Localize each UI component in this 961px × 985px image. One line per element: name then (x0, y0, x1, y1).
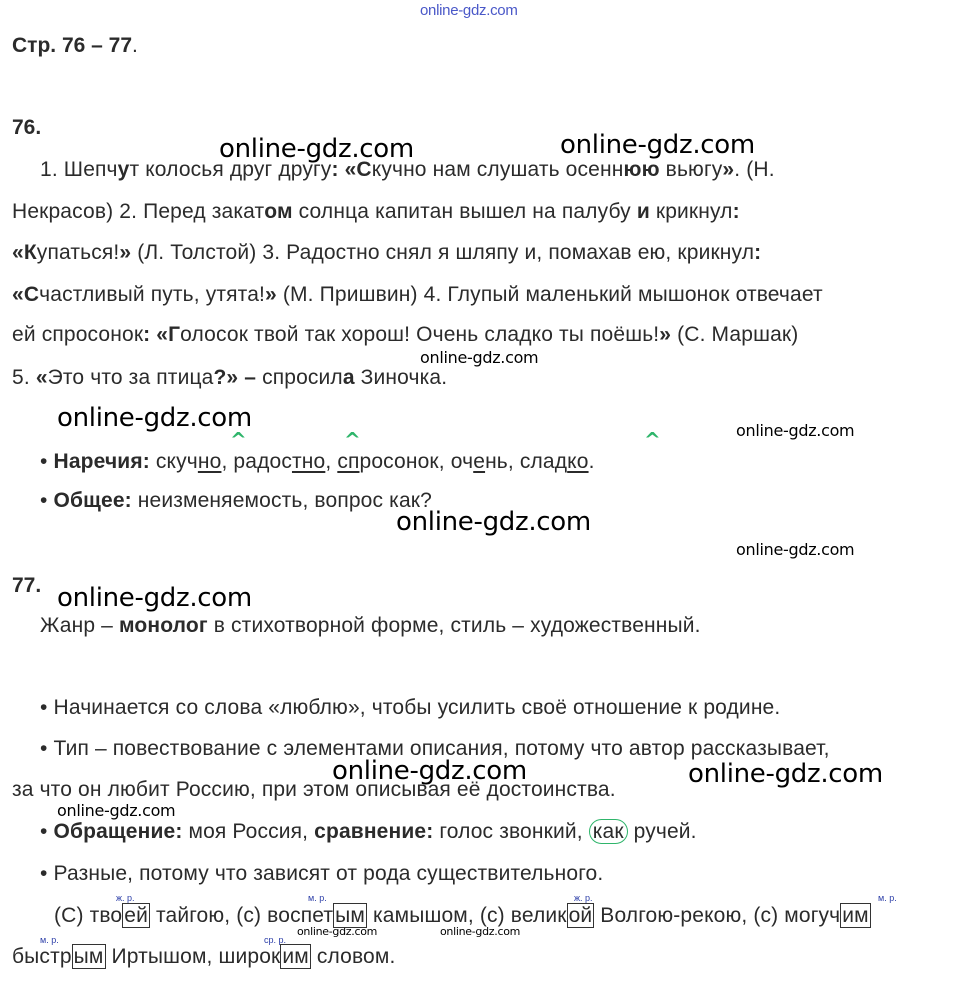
bullet-type: • Тип – повествование с элементами описания, потому что автор рассказывает, (40, 737, 830, 760)
poem-line-1: (С) твоей тайгою, (с) воспетым камышом, (с) великой Волгою-рекою, (с) могучим (54, 904, 869, 927)
gender-label: м. р. (308, 893, 327, 903)
watermark: online-gdz.com (57, 801, 176, 820)
suffix-mark-icon: ^ (644, 428, 661, 452)
bullet-start-word: • Начинается со слова «люблю», чтобы усилить своё отношение к родине. (40, 696, 781, 719)
bullet-address: • Обращение: моя Россия, сравнение: голос звонкий, как ручей. (40, 820, 697, 843)
bullet-type-cont: за что он любит Россию, при этом описывая её достоинства. (12, 778, 616, 801)
gender-label: ср. р. (264, 935, 287, 945)
page-title: Стр. 76 – 77. (12, 34, 138, 57)
watermark: online-gdz.com (396, 507, 591, 537)
watermark-top: online-gdz.com (420, 2, 518, 19)
watermark: online-gdz.com (57, 403, 252, 433)
watermark: online-gdz.com (736, 421, 855, 440)
ex76-line-5: ей спросонок: «Голосок твой так хорош! Очень сладко ты поёшь!» (С. Маршак) (12, 323, 799, 346)
gender-label: ж. р. (574, 893, 593, 903)
watermark: online-gdz.com (736, 540, 855, 559)
comparison-word: как (589, 819, 628, 844)
ex76-line-1: 1. Шепчут колосья друг другу: «Скучно нам слушать осеннюю вьюгу». (Н. (40, 158, 775, 181)
watermark: online-gdz.com (297, 925, 378, 938)
gender-label: м. р. (40, 935, 59, 945)
gender-label: м. р. (878, 893, 897, 903)
watermark: online-gdz.com (219, 134, 414, 164)
ex76-line-4: «Счастливый путь, утята!» (М. Пришвин) 4. Глупый маленький мышонок отвечает (12, 283, 823, 306)
common-bullet: • Общее: неизменяемость, вопрос как? (40, 489, 432, 512)
watermark: online-gdz.com (57, 583, 252, 613)
watermark: online-gdz.com (688, 759, 883, 789)
bullet-different: • Разные, потому что зависят от рода существительного. (40, 862, 604, 885)
suffix-mark-icon: ^ (230, 428, 247, 452)
adverbs-bullet: • Наречия: скучно, радостно, спросонок, очень, сладко. (40, 450, 595, 473)
exercise-77-number: 77. (12, 574, 42, 597)
exercise-76-number: 76. (12, 116, 42, 139)
watermark: online-gdz.com (560, 130, 755, 160)
ex76-line-2: Некрасов) 2. Перед закатом солнца капитан вышел на палубу и крикнул: (12, 200, 740, 223)
gender-label: ж. р. (116, 893, 135, 903)
watermark: online-gdz.com (440, 925, 521, 938)
ex76-line-6: 5. «Это что за птица?» – спросила Зиночка. (12, 366, 448, 389)
suffix-mark-icon: ^ (344, 428, 361, 452)
genre-line: Жанр – монолог в стихотворной форме, стиль – художественный. (40, 614, 701, 637)
ex76-line-3: «Купаться!» (Л. Толстой) 3. Радостно снял я шляпу и, помахав ею, крикнул: (12, 241, 762, 264)
watermark: online-gdz.com (332, 756, 527, 786)
watermark: online-gdz.com (420, 348, 539, 367)
poem-line-2: быстрым Иртышом, широким словом. (12, 945, 396, 968)
